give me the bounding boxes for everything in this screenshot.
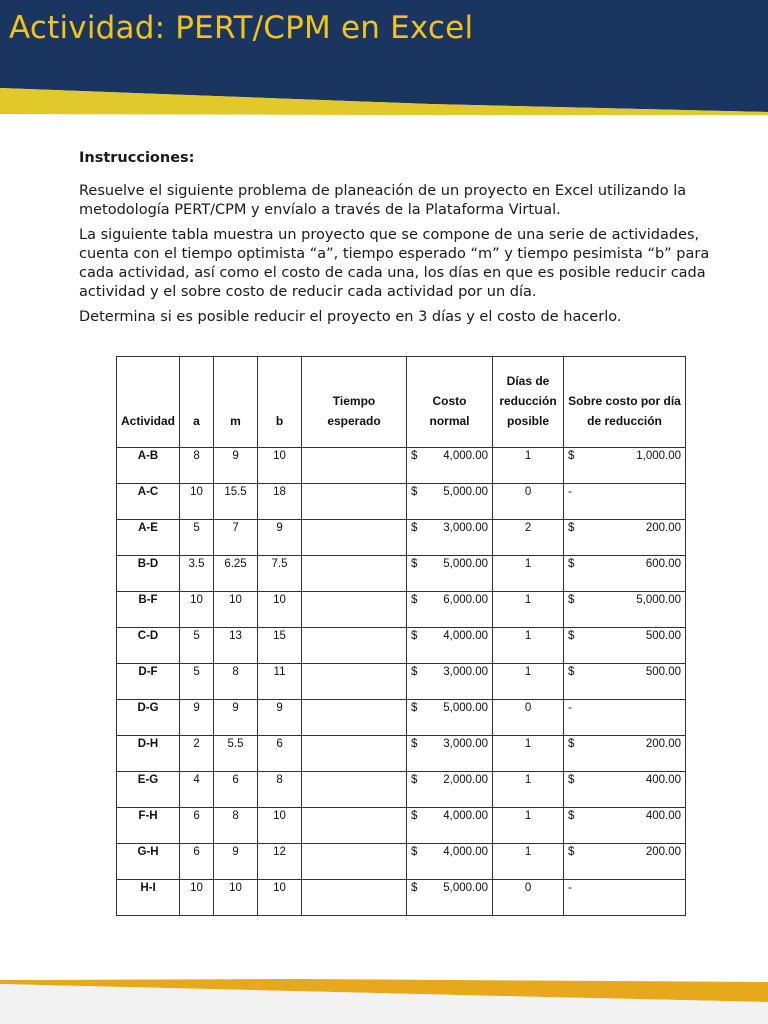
instructions-heading: Instrucciones: [79, 150, 195, 166]
cell-dias-reduccion: 1 [493, 628, 564, 664]
cell-actividad: D-F [117, 664, 180, 700]
cell-sobre-costo [564, 520, 686, 556]
cell-actividad: H-I [117, 880, 180, 916]
table-row [117, 772, 686, 808]
cell-a: 10 [180, 880, 214, 916]
instructions-paragraph-3: Determina si es posible reducir el proyecto en 3 días y el costo de hacerlo. [79, 309, 622, 325]
cell-dias-reduccion: 0 [493, 700, 564, 736]
table-row [117, 448, 686, 484]
cell-sobre-costo [564, 556, 686, 592]
cell-sobre-costo [564, 880, 686, 916]
instructions-paragraph-1: Resuelve el siguiente problema de planeación de un proyecto en Excel utilizando la metodología PERT/CPM y envíalo a través de la Plataforma Virtual. [79, 183, 687, 218]
sobre-costo-value: - [568, 486, 572, 498]
cell-costo-normal [407, 772, 493, 808]
cell-sobre-costo [564, 808, 686, 844]
cell-a: 6 [180, 844, 214, 880]
currency-symbol: $ [411, 450, 418, 462]
cell-m: 15.5 [214, 484, 258, 520]
cell-costo-normal [407, 700, 493, 736]
cell-m: 13 [214, 628, 258, 664]
currency-symbol: $ [411, 846, 418, 858]
cell-dias-reduccion: 1 [493, 808, 564, 844]
sobre-costo-value: 5,000.00 [636, 594, 682, 606]
cell-a: 4 [180, 772, 214, 808]
header-b: b [258, 357, 302, 448]
cell-tiempo-esperado [302, 520, 407, 556]
cell-costo-normal [407, 880, 493, 916]
cell-costo-normal [407, 484, 493, 520]
cell-b: 10 [258, 592, 302, 628]
cell-b: 11 [258, 664, 302, 700]
currency-symbol: $ [568, 630, 575, 642]
cell-actividad: A-B [117, 448, 180, 484]
costo-value: 6,000.00 [443, 594, 489, 606]
table-row [117, 484, 686, 520]
cell-b: 10 [258, 448, 302, 484]
sobre-costo-value: 500.00 [645, 630, 682, 642]
header-m: m [214, 357, 258, 448]
cell-a: 6 [180, 808, 214, 844]
cell-costo-normal [407, 448, 493, 484]
cell-m: 9 [214, 844, 258, 880]
sobre-costo-value: 600.00 [645, 558, 682, 570]
sobre-costo-value: - [568, 882, 572, 894]
cell-dias-reduccion: 1 [493, 592, 564, 628]
page-title: Actividad: PERT/CPM en Excel [9, 10, 474, 46]
costo-value: 2,000.00 [443, 774, 489, 786]
cell-actividad: A-C [117, 484, 180, 520]
cell-m: 8 [214, 808, 258, 844]
cell-costo-normal [407, 592, 493, 628]
sobre-costo-value: 200.00 [645, 522, 682, 534]
cell-actividad: A-E [117, 520, 180, 556]
cell-m: 9 [214, 448, 258, 484]
cell-a: 10 [180, 484, 214, 520]
cell-a: 5 [180, 664, 214, 700]
footer-background [0, 972, 768, 1024]
sobre-costo-value: 400.00 [645, 810, 682, 822]
costo-value: 4,000.00 [443, 630, 489, 642]
cell-dias-reduccion: 1 [493, 556, 564, 592]
cell-actividad: E-G [117, 772, 180, 808]
instructions-paragraph-2: La siguiente tabla muestra un proyecto que se compone de una serie de actividades, cuenta con el tiempo optimista “a”, tiempo esperado “m” y tiempo pesimista “b” para cada actividad, así como el costo de cada una, los días en que es posible reducir cada actividad y el sobre costo de reducir cada actividad por un día. [79, 227, 710, 300]
currency-symbol: $ [568, 774, 575, 786]
cell-costo-normal [407, 628, 493, 664]
currency-symbol: $ [411, 594, 418, 606]
cell-actividad: D-G [117, 700, 180, 736]
currency-symbol: $ [411, 702, 418, 714]
costo-value: 4,000.00 [443, 846, 489, 858]
cell-dias-reduccion: 1 [493, 448, 564, 484]
currency-symbol: $ [411, 558, 418, 570]
cell-tiempo-esperado [302, 484, 407, 520]
currency-symbol: $ [411, 666, 418, 678]
cell-actividad: B-D [117, 556, 180, 592]
currency-symbol: $ [411, 882, 418, 894]
cell-costo-normal [407, 556, 493, 592]
currency-symbol: $ [411, 486, 418, 498]
costo-value: 5,000.00 [443, 702, 489, 714]
currency-symbol: $ [411, 522, 418, 534]
cell-actividad: F-H [117, 808, 180, 844]
cell-b: 15 [258, 628, 302, 664]
cell-costo-normal [407, 520, 493, 556]
table-row [117, 808, 686, 844]
cell-dias-reduccion: 0 [493, 880, 564, 916]
cell-actividad: G-H [117, 844, 180, 880]
cell-m: 6 [214, 772, 258, 808]
header-costo-normal: Costo normal [407, 357, 493, 448]
table-row [117, 556, 686, 592]
cell-a: 3.5 [180, 556, 214, 592]
cell-actividad: D-H [117, 736, 180, 772]
cell-a: 8 [180, 448, 214, 484]
currency-symbol: $ [568, 738, 575, 750]
cell-m: 8 [214, 664, 258, 700]
table-row [117, 628, 686, 664]
header-actividad: Actividad [117, 357, 180, 448]
sobre-costo-value: 500.00 [645, 666, 682, 678]
cell-tiempo-esperado [302, 736, 407, 772]
currency-symbol: $ [411, 738, 418, 750]
cell-tiempo-esperado [302, 700, 407, 736]
costo-value: 3,000.00 [443, 666, 489, 678]
table-row [117, 736, 686, 772]
cell-a: 10 [180, 592, 214, 628]
cell-b: 10 [258, 880, 302, 916]
table-row [117, 844, 686, 880]
costo-value: 4,000.00 [443, 450, 489, 462]
costo-value: 5,000.00 [443, 486, 489, 498]
header-banner [0, 0, 768, 115]
currency-symbol: $ [568, 666, 575, 678]
sobre-costo-value: 1,000.00 [636, 450, 682, 462]
cell-tiempo-esperado [302, 880, 407, 916]
cell-a: 2 [180, 736, 214, 772]
cell-tiempo-esperado [302, 592, 407, 628]
cell-b: 9 [258, 520, 302, 556]
cell-costo-normal [407, 664, 493, 700]
sobre-costo-value: 200.00 [645, 846, 682, 858]
cell-b: 6 [258, 736, 302, 772]
table-row [117, 664, 686, 700]
currency-symbol: $ [568, 594, 575, 606]
table-row [117, 880, 686, 916]
costo-value: 3,000.00 [443, 738, 489, 750]
cell-b: 18 [258, 484, 302, 520]
sobre-costo-value: 400.00 [645, 774, 682, 786]
cell-sobre-costo [564, 664, 686, 700]
header-sobre-costo: Sobre costo por día de reducción [564, 357, 686, 448]
table-body [117, 448, 686, 916]
cell-dias-reduccion: 1 [493, 844, 564, 880]
costo-value: 4,000.00 [443, 810, 489, 822]
cell-costo-normal [407, 808, 493, 844]
cell-sobre-costo [564, 628, 686, 664]
currency-symbol: $ [568, 522, 575, 534]
currency-symbol: $ [568, 810, 575, 822]
header-tiempo-esperado: Tiempo esperado [302, 357, 407, 448]
table-header-row [117, 357, 686, 448]
currency-symbol: $ [411, 774, 418, 786]
cell-a: 5 [180, 628, 214, 664]
table-row [117, 520, 686, 556]
instructions-section [79, 150, 724, 333]
cell-sobre-costo [564, 772, 686, 808]
cell-tiempo-esperado [302, 808, 407, 844]
cell-dias-reduccion: 1 [493, 664, 564, 700]
table-row [117, 700, 686, 736]
costo-value: 5,000.00 [443, 558, 489, 570]
pert-table [116, 356, 686, 916]
costo-value: 5,000.00 [443, 882, 489, 894]
cell-m: 6.25 [214, 556, 258, 592]
cell-sobre-costo [564, 700, 686, 736]
cell-tiempo-esperado [302, 448, 407, 484]
cell-a: 9 [180, 700, 214, 736]
cell-m: 5.5 [214, 736, 258, 772]
cell-sobre-costo [564, 592, 686, 628]
cell-costo-normal [407, 844, 493, 880]
cell-sobre-costo [564, 484, 686, 520]
cell-m: 10 [214, 592, 258, 628]
cell-sobre-costo [564, 448, 686, 484]
cell-actividad: B-F [117, 592, 180, 628]
cell-tiempo-esperado [302, 772, 407, 808]
cell-m: 9 [214, 700, 258, 736]
table-row [117, 592, 686, 628]
currency-symbol: $ [411, 810, 418, 822]
cell-dias-reduccion: 1 [493, 772, 564, 808]
footer-banner [0, 972, 768, 1024]
currency-symbol: $ [568, 558, 575, 570]
sobre-costo-value: - [568, 702, 572, 714]
cell-b: 7.5 [258, 556, 302, 592]
currency-symbol: $ [411, 630, 418, 642]
cell-sobre-costo [564, 844, 686, 880]
cell-actividad: C-D [117, 628, 180, 664]
currency-symbol: $ [568, 846, 575, 858]
cell-b: 9 [258, 700, 302, 736]
cell-b: 10 [258, 808, 302, 844]
cell-sobre-costo [564, 736, 686, 772]
cell-tiempo-esperado [302, 556, 407, 592]
header-dias-reduccion: Días de reducción posible [493, 357, 564, 448]
cell-dias-reduccion: 2 [493, 520, 564, 556]
cell-b: 8 [258, 772, 302, 808]
cell-m: 7 [214, 520, 258, 556]
sobre-costo-value: 200.00 [645, 738, 682, 750]
cell-dias-reduccion: 0 [493, 484, 564, 520]
cell-m: 10 [214, 880, 258, 916]
cell-dias-reduccion: 1 [493, 736, 564, 772]
costo-value: 3,000.00 [443, 522, 489, 534]
header-a: a [180, 357, 214, 448]
cell-tiempo-esperado [302, 844, 407, 880]
cell-costo-normal [407, 736, 493, 772]
cell-a: 5 [180, 520, 214, 556]
cell-tiempo-esperado [302, 628, 407, 664]
currency-symbol: $ [568, 450, 575, 462]
cell-b: 12 [258, 844, 302, 880]
cell-tiempo-esperado [302, 664, 407, 700]
